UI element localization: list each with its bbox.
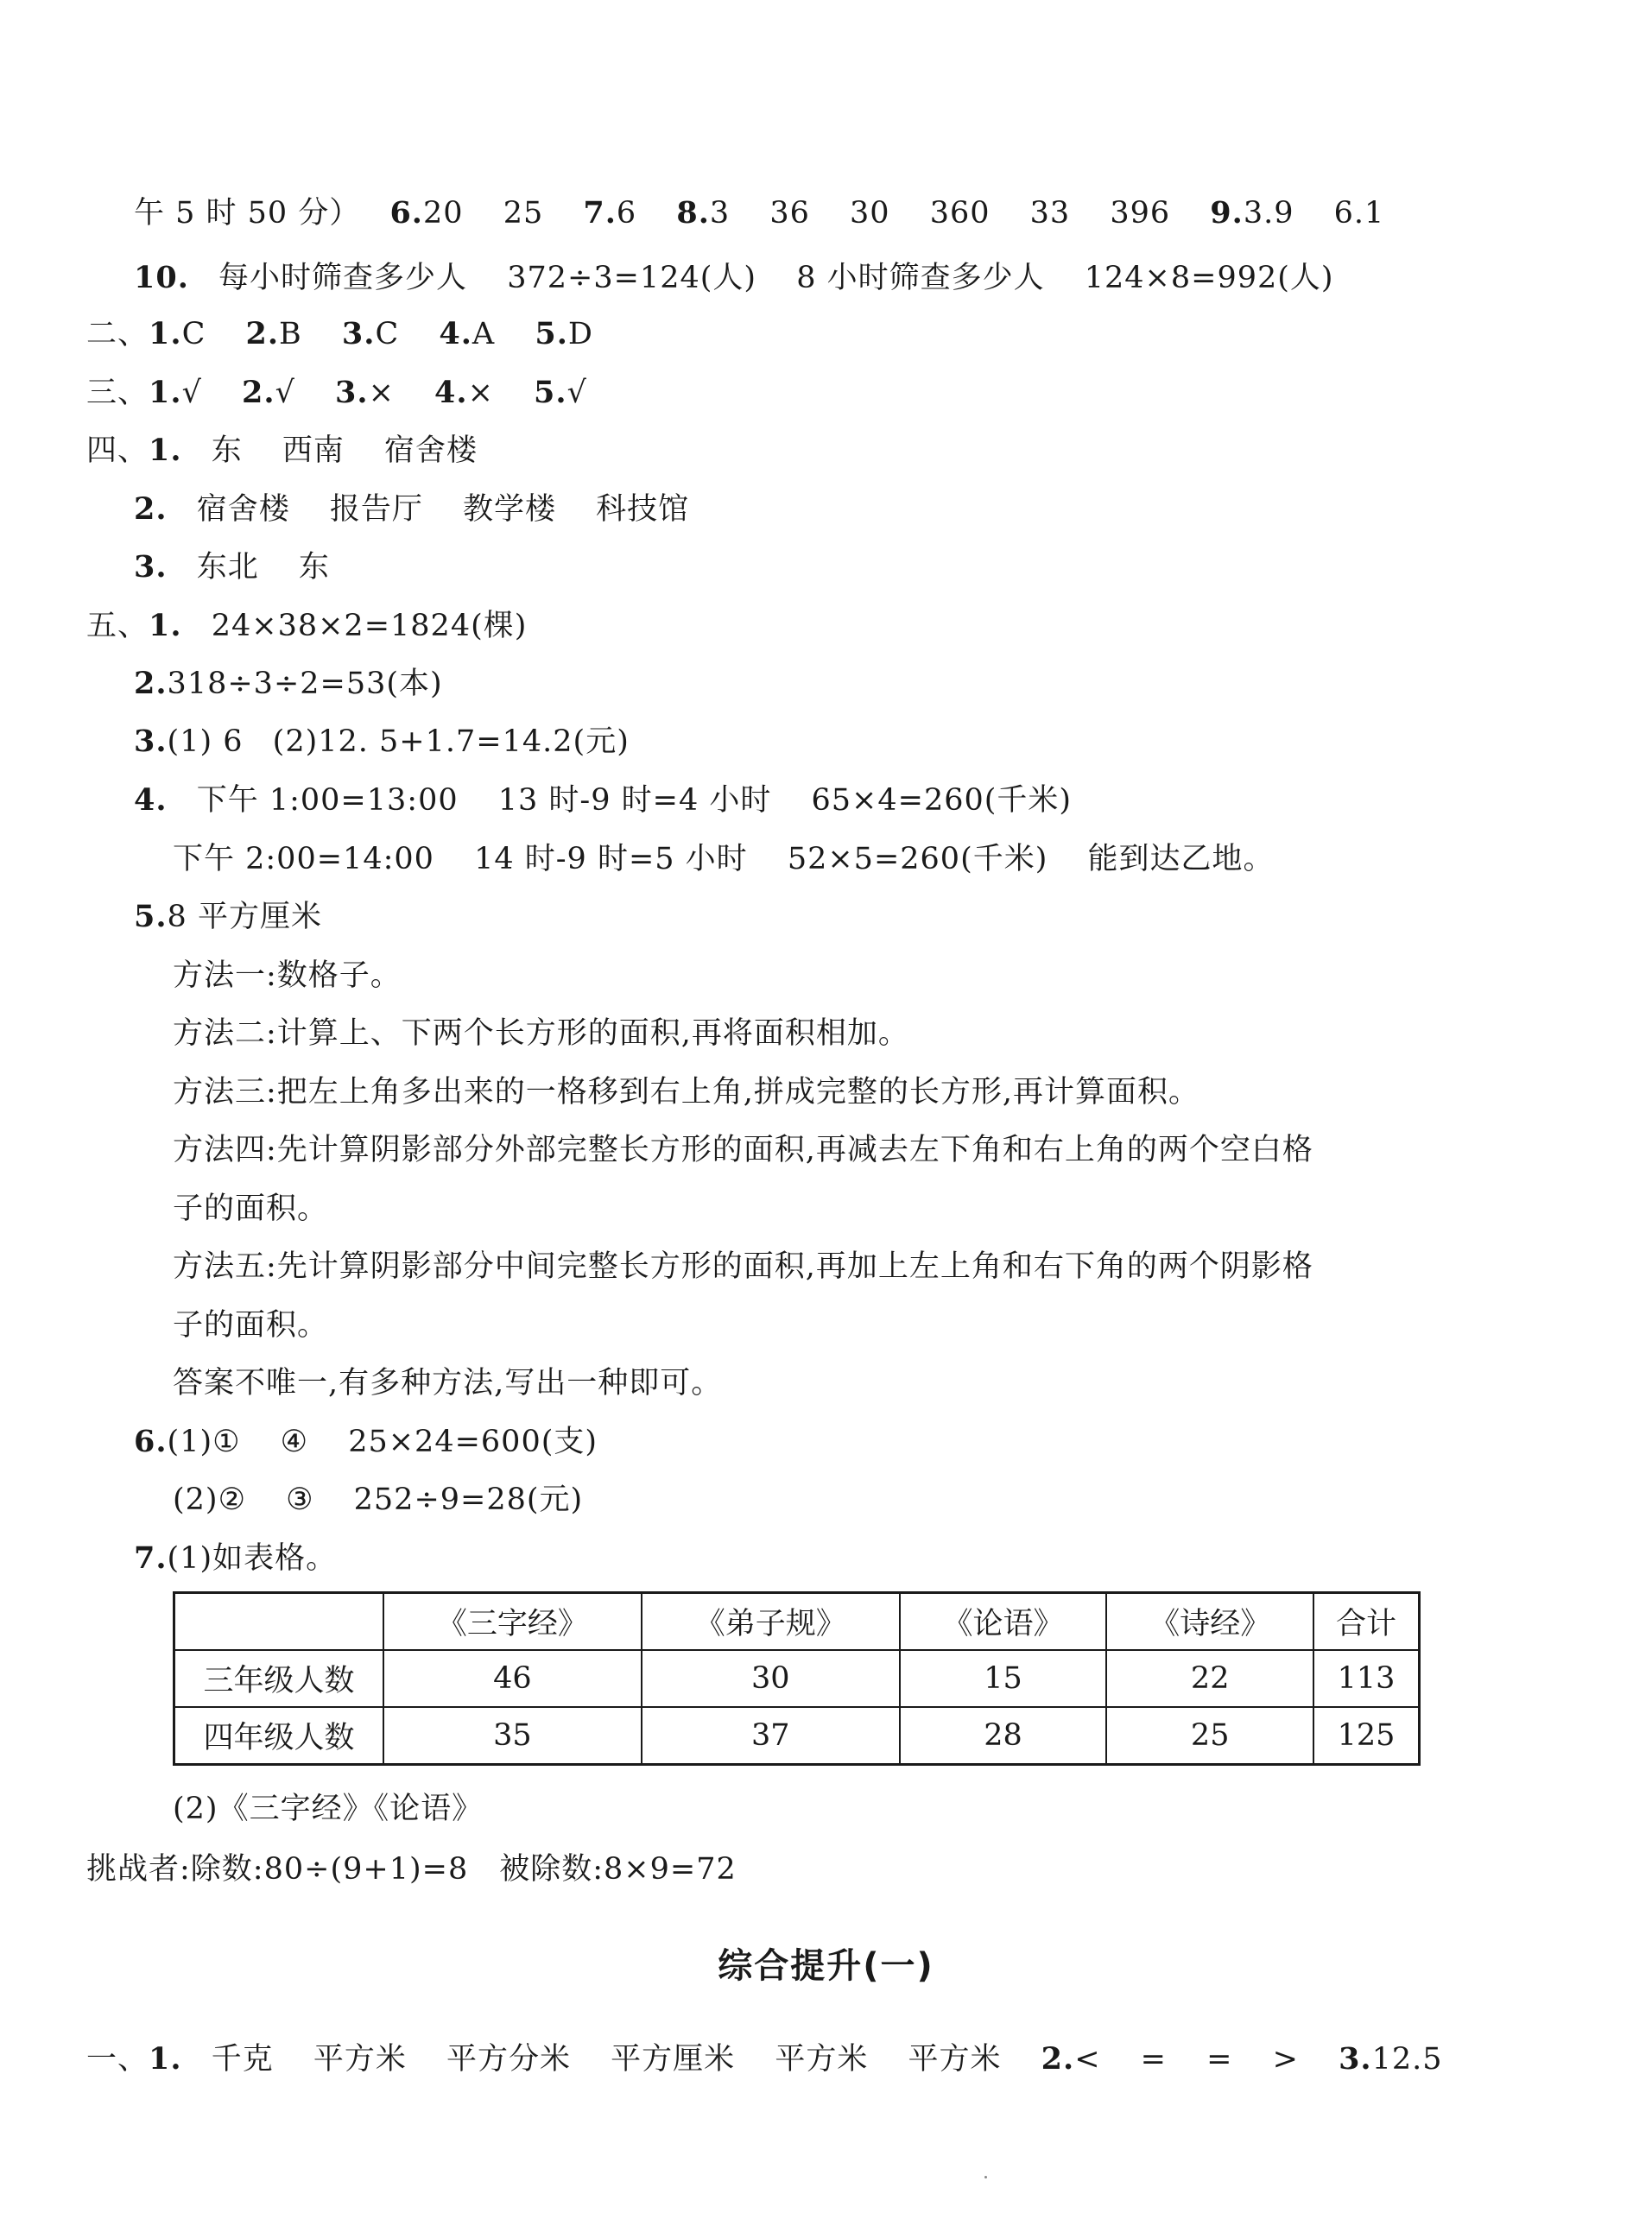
question-number: 1.: [149, 375, 182, 410]
question-number: 10.: [134, 260, 189, 295]
formula: 14 时-9 时=5 小时: [474, 842, 748, 876]
table-cell: 25: [1106, 1707, 1313, 1765]
method-3: 方法三:把左上角多出来的一格移到右上角,拼成完整的长方形,再计算面积。: [173, 1075, 1200, 1110]
question-number: 6.: [389, 195, 423, 231]
answer-line-7: [134, 546, 330, 589]
answer: 报告厅: [329, 492, 423, 527]
answer: A: [472, 317, 496, 351]
section-label: 一、: [86, 2042, 149, 2077]
question-number: 4.: [434, 375, 468, 410]
answer: 6: [616, 196, 637, 231]
answer-line-8: [86, 604, 527, 648]
answer: 3: [709, 196, 731, 231]
answer: D: [567, 317, 593, 351]
answer: 千克: [211, 2042, 274, 2077]
answer-line-22: [134, 1420, 598, 1464]
answer: √: [566, 376, 587, 410]
answer: (1) 6: [167, 724, 244, 759]
text: 8 小时筛查多少人: [796, 261, 1045, 295]
answer-line-23: [173, 1478, 583, 1521]
answer: 8 平方厘米: [167, 900, 322, 934]
answer: 东北: [196, 550, 259, 585]
answer: =: [1140, 2042, 1167, 2077]
answer-line-4: [86, 371, 587, 414]
answer: 平方米: [775, 2042, 869, 2077]
question-number: 3.: [335, 375, 369, 410]
reading-table: [173, 1591, 1421, 1766]
table-cell: 15: [900, 1650, 1107, 1707]
answer: ④: [280, 1425, 309, 1459]
answer-line-9: [134, 662, 443, 705]
formula: 24×38×2=1824(棵): [211, 609, 528, 643]
method-1: 方法一:数格子。: [173, 958, 402, 993]
answer: 教学楼: [463, 492, 557, 527]
answer: 3.9: [1243, 196, 1294, 231]
text: 能到达乙地。: [1087, 842, 1275, 876]
question-number: 1.: [149, 2041, 182, 2077]
question-number: 2.: [1041, 2041, 1075, 2077]
scan-dot: [984, 2176, 987, 2178]
table-cell: 35: [383, 1707, 642, 1765]
question-number: 1.: [149, 433, 182, 468]
answer-line-6: [134, 488, 689, 531]
method-4: 方法四:先计算阴影部分外部完整长方形的面积,再减去左下角和右上角的两个空白格: [173, 1133, 1313, 1167]
answer: 西南: [282, 433, 345, 468]
question-number: 9.: [1210, 195, 1244, 231]
section-label: 二、: [86, 317, 149, 351]
question-number: 2.: [245, 316, 280, 351]
question-number: 1.: [149, 316, 182, 351]
answer: 396: [1110, 196, 1171, 231]
answer: (1)①: [167, 1425, 241, 1459]
question-number: 7.: [583, 195, 617, 231]
answer-line-1: [134, 192, 1384, 235]
table-header-cell: 《弟子规》: [642, 1593, 900, 1651]
answer: C: [375, 317, 400, 351]
question-number: 3.: [1339, 2041, 1372, 2077]
question-number: 4.: [134, 782, 168, 818]
question-number: 8.: [676, 195, 710, 231]
table-header-cell: 合计: [1313, 1593, 1419, 1651]
formula: 65×4=260(千米): [811, 783, 1073, 818]
answer: 6.1: [1333, 196, 1385, 231]
answer: <: [1074, 2042, 1101, 2077]
formula: 52×5=260(千米): [787, 842, 1048, 876]
question-number: 3.: [341, 316, 376, 351]
question-number: 4.: [439, 316, 472, 351]
answer: 20: [423, 196, 464, 231]
text: 午 5 时 50 分）: [134, 196, 361, 231]
answer-line-12: [173, 838, 1275, 881]
answer-line-25: (2)《三字经》《论语》: [173, 1792, 484, 1826]
method-2: 方法二:计算上、下两个长方形的面积,再将面积相加。: [173, 1016, 909, 1051]
answer-line-3: [86, 313, 593, 356]
formula: 下午 2:00=14:00: [173, 842, 434, 876]
formula: 252÷9=28(元): [353, 1483, 584, 1517]
table-header-cell: 《三字经》: [383, 1593, 642, 1651]
table-cell: 113: [1313, 1650, 1419, 1707]
question-number: 5.: [134, 899, 168, 934]
question-number: 5.: [534, 375, 567, 410]
table-header-cell: 《论语》: [900, 1593, 1107, 1651]
answer: 平方米: [908, 2042, 1002, 2077]
section-label: 五、: [86, 609, 149, 643]
question-number: 2.: [242, 375, 275, 410]
question-number: 2.: [134, 666, 168, 701]
answer-note: 答案不唯一,有多种方法,写出一种即可。: [173, 1366, 723, 1401]
answer-line-28: [86, 2038, 1443, 2081]
table-row-header: 四年级人数: [174, 1707, 384, 1765]
answer: ×: [467, 376, 494, 410]
method-5-cont: 子的面积。: [173, 1308, 329, 1343]
answer-line-11: [134, 779, 1072, 822]
answer: 12.5: [1371, 2042, 1443, 2077]
question-number: 1.: [149, 608, 182, 643]
answer: 平方分米: [446, 2042, 572, 2077]
section-label: 三、: [86, 376, 149, 410]
answer: >: [1272, 2042, 1299, 2077]
text: 每小时筛查多少人: [218, 261, 468, 295]
answer-line-10: [134, 720, 630, 763]
answer: B: [279, 317, 302, 351]
answer: ③: [286, 1483, 314, 1517]
question-number: 7.: [134, 1540, 168, 1576]
question-number: 5.: [535, 316, 568, 351]
answer: 平方厘米: [611, 2042, 736, 2077]
table-row: [174, 1650, 1420, 1707]
formula: 318÷3÷2=53(本): [167, 667, 443, 701]
method-4-cont: 子的面积。: [173, 1192, 329, 1226]
question-number: 3.: [134, 724, 168, 759]
formula: 124×8=992(人): [1084, 261, 1334, 295]
method-5: 方法五:先计算阴影部分中间完整长方形的面积,再加上左上角和右下角的两个阴影格: [173, 1249, 1313, 1284]
answer: 33: [1029, 196, 1071, 231]
answer-line-13: [134, 895, 322, 939]
table-cell: 28: [900, 1707, 1107, 1765]
answer: 科技馆: [596, 492, 690, 527]
formula: 下午 1:00=13:00: [196, 783, 459, 818]
table-cell: 125: [1313, 1707, 1419, 1765]
answer-line-24: [134, 1537, 337, 1580]
table-cell: 22: [1106, 1650, 1313, 1707]
answer-line-2: [134, 256, 1334, 300]
table-cell: 46: [383, 1650, 642, 1707]
formula: 372÷3=124(人): [507, 261, 757, 295]
challenge-answer: 挑战者:除数:80÷(9+1)=8 被除数:8×9=72: [86, 1852, 737, 1887]
question-number: 2.: [134, 491, 168, 527]
answer: √: [181, 376, 202, 410]
answer: 360: [929, 196, 991, 231]
answer: =: [1206, 2042, 1233, 2077]
answer: 30: [850, 196, 890, 231]
table-cell: 37: [642, 1707, 900, 1765]
answer: 东: [211, 433, 243, 468]
formula: 13 时-9 时=4 小时: [497, 783, 772, 818]
answer: 宿舍楼: [384, 433, 478, 468]
table-cell: 30: [642, 1650, 900, 1707]
answer: 平方米: [313, 2042, 407, 2077]
table-header-row: [174, 1593, 1420, 1651]
answer: √: [275, 376, 295, 410]
question-number: 6.: [134, 1424, 168, 1459]
answer-line-5: [86, 429, 478, 472]
formula: (2)12. 5+1.7=14.2(元): [272, 724, 630, 759]
answer: 36: [769, 196, 810, 231]
answer: 宿舍楼: [196, 492, 290, 527]
formula: 25×24=600(支): [348, 1425, 598, 1459]
table-row-header: 三年级人数: [174, 1650, 384, 1707]
answer: (1)如表格。: [167, 1541, 338, 1576]
section-title: 综合提升(一): [718, 1946, 934, 1986]
answer: C: [181, 317, 206, 351]
table-header-cell: 《诗经》: [1106, 1593, 1313, 1651]
answer: 东: [298, 550, 330, 585]
answer: ×: [368, 376, 395, 410]
answer: (2)②: [173, 1483, 246, 1517]
table-row: [174, 1707, 1420, 1765]
question-number: 3.: [134, 549, 168, 585]
answer: 25: [503, 196, 544, 231]
section-label: 四、: [86, 433, 149, 468]
table-cell: [174, 1593, 384, 1651]
